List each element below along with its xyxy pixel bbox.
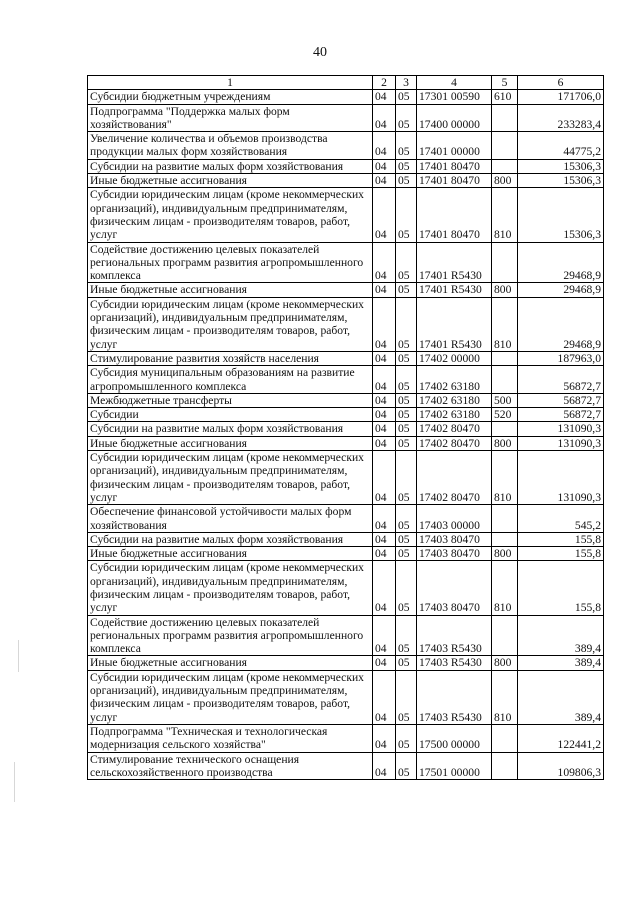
target-article-cell: 17301 00590 [417,90,492,104]
table-row [88,132,604,160]
expense-type-cell: 800 [492,283,518,297]
name-cell: Иные бюджетные ассигнования [88,547,373,561]
section-cell: 04 [373,615,396,656]
table-row [88,656,604,670]
table-row [88,561,604,615]
name-cell: Субсидии на развитие малых форм хозяйствования [88,422,373,436]
header-cell: 3 [396,76,417,90]
section-cell: 04 [373,159,396,173]
table-row [88,283,604,297]
table-row [88,505,604,533]
subsection-cell: 05 [396,505,417,533]
name-cell: Подпрограмма "Техническая и технологическая модернизация сельского хозяйства" [88,724,373,752]
header-cell: 6 [518,76,604,90]
section-cell: 04 [373,188,396,242]
target-article-cell: 17401 80470 [417,188,492,242]
name-cell: Иные бюджетные ассигнования [88,174,373,188]
subsection-cell: 05 [396,174,417,188]
subsection-cell: 05 [396,752,417,780]
target-article-cell: 17401 R5430 [417,297,492,351]
amount-cell: 29468,9 [518,283,604,297]
section-cell: 04 [373,242,396,283]
target-article-cell: 17402 63180 [417,366,492,394]
section-cell: 04 [373,656,396,670]
target-article-cell: 17403 R5430 [417,615,492,656]
name-cell: Субсидия муниципальным образованиям на развитие агропромышленного комплекса [88,366,373,394]
target-article-cell: 17403 R5430 [417,656,492,670]
expense-type-cell: 800 [492,656,518,670]
table-row [88,90,604,104]
section-cell: 04 [373,670,396,724]
subsection-cell: 05 [396,90,417,104]
amount-cell: 15306,3 [518,188,604,242]
amount-cell: 122441,2 [518,724,604,752]
amount-cell: 15306,3 [518,159,604,173]
name-cell: Содействие достижению целевых показателей региональных программ развития агропромышленного комплекса [88,242,373,283]
subsection-cell: 05 [396,159,417,173]
table-row [88,242,604,283]
target-article-cell: 17402 63180 [417,408,492,422]
amount-cell: 131090,3 [518,451,604,505]
target-article-cell: 17401 80470 [417,159,492,173]
table-row [88,422,604,436]
table-row [88,174,604,188]
expense-type-cell [492,104,518,132]
table-row [88,351,604,365]
expense-type-cell [492,242,518,283]
expense-type-cell: 810 [492,670,518,724]
amount-cell: 131090,3 [518,422,604,436]
subsection-cell: 05 [396,297,417,351]
subsection-cell: 05 [396,547,417,561]
table-row [88,393,604,407]
section-cell: 04 [373,283,396,297]
expense-type-cell [492,132,518,160]
subsection-cell: 05 [396,104,417,132]
expense-type-cell [492,532,518,546]
expense-type-cell: 810 [492,297,518,351]
name-cell: Иные бюджетные ассигнования [88,283,373,297]
table-row [88,724,604,752]
target-article-cell: 17402 80470 [417,451,492,505]
expense-type-cell [492,422,518,436]
expense-type-cell [492,366,518,394]
target-article-cell: 17401 R5430 [417,283,492,297]
target-article-cell: 17403 R5430 [417,670,492,724]
page-number: 40 [313,45,327,60]
target-article-cell: 17402 80470 [417,436,492,450]
name-cell: Субсидии юридическим лицам (кроме некоммерческих организаций), индивидуальным предпринимателям, физическим лицам - производителям товаров, работ, услуг [88,188,373,242]
subsection-cell: 05 [396,351,417,365]
amount-cell: 56872,7 [518,366,604,394]
amount-cell: 389,4 [518,656,604,670]
table-row [88,188,604,242]
subsection-cell: 05 [396,436,417,450]
expense-type-cell: 800 [492,174,518,188]
table-row [88,408,604,422]
name-cell: Субсидии на развитие малых форм хозяйствования [88,159,373,173]
section-cell: 04 [373,366,396,394]
target-article-cell: 17400 00000 [417,104,492,132]
name-cell: Субсидии юридическим лицам (кроме некоммерческих организаций), индивидуальным предпринимателям, физическим лицам - производителям товаров, работ, услуг [88,297,373,351]
amount-cell: 171706,0 [518,90,604,104]
expense-type-cell: 810 [492,188,518,242]
amount-cell: 56872,7 [518,408,604,422]
amount-cell: 155,8 [518,561,604,615]
section-cell: 04 [373,393,396,407]
section-cell: 04 [373,532,396,546]
section-cell: 04 [373,104,396,132]
target-article-cell: 17403 80470 [417,532,492,546]
table-row [88,752,604,780]
target-article-cell: 17403 00000 [417,505,492,533]
header-cell: 1 [88,76,373,90]
expense-type-cell: 800 [492,547,518,561]
name-cell: Иные бюджетные ассигнования [88,436,373,450]
subsection-cell: 05 [396,451,417,505]
budget-table [87,75,604,780]
target-article-cell: 17501 00000 [417,752,492,780]
name-cell: Иные бюджетные ассигнования [88,656,373,670]
section-cell: 04 [373,561,396,615]
scan-mark [18,640,19,672]
expense-type-cell: 610 [492,90,518,104]
name-cell: Субсидии бюджетным учреждениям [88,90,373,104]
name-cell: Межбюджетные трансферты [88,393,373,407]
amount-cell: 545,2 [518,505,604,533]
target-article-cell: 17403 80470 [417,547,492,561]
section-cell: 04 [373,451,396,505]
expense-type-cell: 500 [492,393,518,407]
target-article-cell: 17401 80470 [417,174,492,188]
expense-type-cell: 810 [492,561,518,615]
section-cell: 04 [373,174,396,188]
amount-cell: 29468,9 [518,242,604,283]
header-cell: 5 [492,76,518,90]
name-cell: Субсидии юридическим лицам (кроме некоммерческих организаций), индивидуальным предпринимателям, физическим лицам - производителям товаров, работ, услуг [88,451,373,505]
target-article-cell: 17403 80470 [417,561,492,615]
expense-type-cell [492,159,518,173]
subsection-cell: 05 [396,670,417,724]
header-cell: 2 [373,76,396,90]
amount-cell: 155,8 [518,547,604,561]
section-cell: 04 [373,132,396,160]
section-cell: 04 [373,90,396,104]
table-row [88,532,604,546]
table-row [88,670,604,724]
subsection-cell: 05 [396,242,417,283]
section-cell: 04 [373,422,396,436]
subsection-cell: 05 [396,656,417,670]
scan-mark [14,762,15,802]
expense-type-cell: 520 [492,408,518,422]
amount-cell: 44775,2 [518,132,604,160]
name-cell: Содействие достижению целевых показателей региональных программ развития агропромышленного комплекса [88,615,373,656]
target-article-cell: 17500 00000 [417,724,492,752]
table-row [88,104,604,132]
section-cell: 04 [373,408,396,422]
table-row [88,436,604,450]
section-cell: 04 [373,436,396,450]
section-cell: 04 [373,505,396,533]
table-row [88,297,604,351]
amount-cell: 109806,3 [518,752,604,780]
section-cell: 04 [373,297,396,351]
amount-cell: 155,8 [518,532,604,546]
subsection-cell: 05 [396,615,417,656]
target-article-cell: 17401 R5430 [417,242,492,283]
amount-cell: 187963,0 [518,351,604,365]
amount-cell: 56872,7 [518,393,604,407]
section-cell: 04 [373,351,396,365]
subsection-cell: 05 [396,408,417,422]
section-cell: 04 [373,724,396,752]
section-cell: 04 [373,547,396,561]
subsection-cell: 05 [396,532,417,546]
table-row [88,615,604,656]
name-cell: Подпрограмма "Поддержка малых форм хозяйствования" [88,104,373,132]
subsection-cell: 05 [396,132,417,160]
expense-type-cell: 810 [492,451,518,505]
amount-cell: 233283,4 [518,104,604,132]
subsection-cell: 05 [396,393,417,407]
subsection-cell: 05 [396,724,417,752]
table-row [88,366,604,394]
header-cell: 4 [417,76,492,90]
subsection-cell: 05 [396,188,417,242]
subsection-cell: 05 [396,366,417,394]
target-article-cell: 17402 00000 [417,351,492,365]
subsection-cell: 05 [396,422,417,436]
target-article-cell: 17402 63180 [417,393,492,407]
amount-cell: 389,4 [518,615,604,656]
expense-type-cell [492,615,518,656]
expense-type-cell: 800 [492,436,518,450]
name-cell: Субсидии [88,408,373,422]
table-row [88,159,604,173]
amount-cell: 131090,3 [518,436,604,450]
expense-type-cell [492,752,518,780]
expense-type-cell [492,505,518,533]
name-cell: Стимулирование развития хозяйств населения [88,351,373,365]
table-body [88,90,604,780]
expense-type-cell [492,351,518,365]
expense-type-cell [492,724,518,752]
table-row [88,547,604,561]
amount-cell: 389,4 [518,670,604,724]
name-cell: Обеспечение финансовой устойчивости малых форм хозяйствования [88,505,373,533]
table-row [88,451,604,505]
subsection-cell: 05 [396,561,417,615]
name-cell: Увеличение количества и объемов производства продукции малых форм хозяйствования [88,132,373,160]
name-cell: Субсидии юридическим лицам (кроме некоммерческих организаций), индивидуальным предпринимателям, физическим лицам - производителям товаров, работ, услуг [88,670,373,724]
name-cell: Стимулирование технического оснащения сельскохозяйственного производства [88,752,373,780]
subsection-cell: 05 [396,283,417,297]
target-article-cell: 17401 00000 [417,132,492,160]
table-header-row [88,76,604,90]
amount-cell: 15306,3 [518,174,604,188]
amount-cell: 29468,9 [518,297,604,351]
name-cell: Субсидии на развитие малых форм хозяйствования [88,532,373,546]
section-cell: 04 [373,752,396,780]
name-cell: Субсидии юридическим лицам (кроме некоммерческих организаций), индивидуальным предпринимателям, физическим лицам - производителям товаров, работ, услуг [88,561,373,615]
target-article-cell: 17402 80470 [417,422,492,436]
